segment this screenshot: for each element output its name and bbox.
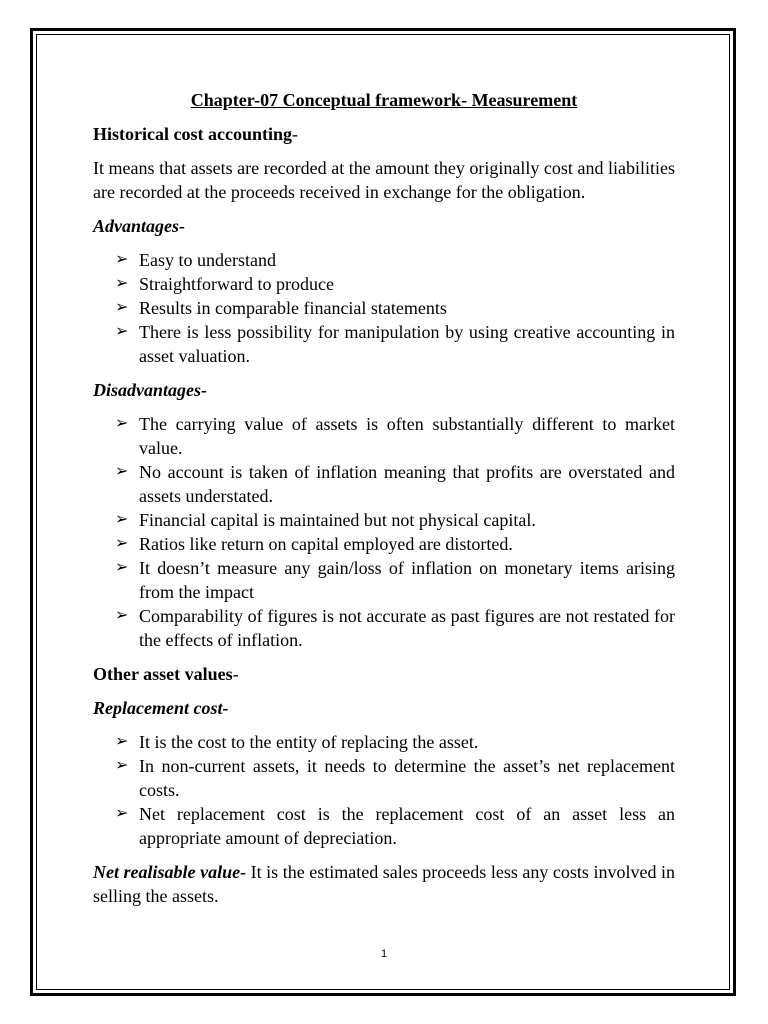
list-item-text: It is the cost to the entity of replacing the asset.	[139, 732, 479, 752]
net-realisable-value-paragraph	[93, 860, 675, 908]
other-asset-values-heading-dash: -	[232, 664, 239, 684]
arrow-bullet-icon: ➢	[115, 323, 129, 340]
list-item-text: Results in comparable financial statements	[139, 298, 447, 318]
historical-cost-heading-dash: -	[291, 124, 298, 144]
replacement-cost-heading: Replacement cost-	[93, 698, 229, 718]
list-item-text: Ratios like return on capital employed are distorted.	[139, 534, 513, 554]
list-item	[113, 604, 675, 652]
arrow-bullet-icon: ➢	[115, 511, 129, 528]
page-number: 1	[380, 948, 388, 960]
arrow-bullet-icon: ➢	[115, 299, 129, 316]
disadvantages-heading: Disadvantages-	[93, 380, 207, 400]
list-item-text: Straightforward to produce	[139, 274, 334, 294]
list-item	[113, 730, 675, 754]
arrow-bullet-icon: ➢	[115, 607, 129, 624]
advantages-heading: Advantages-	[93, 216, 185, 236]
list-item-text: No account is taken of inflation meaning that profits are overstated and assets understated.	[139, 462, 675, 506]
arrow-bullet-icon: ➢	[115, 535, 129, 552]
list-item	[113, 272, 675, 296]
arrow-bullet-icon: ➢	[115, 757, 129, 774]
list-item-text: It doesn’t measure any gain/loss of inflation on monetary items arising from the impact	[139, 558, 675, 602]
arrow-bullet-icon: ➢	[115, 733, 129, 750]
other-asset-values-heading	[93, 662, 675, 686]
list-item	[113, 296, 675, 320]
document-body	[93, 88, 675, 918]
arrow-bullet-icon: ➢	[115, 805, 129, 822]
list-item-text: There is less possibility for manipulation by using creative accounting in asset valuation.	[139, 322, 675, 366]
list-item	[113, 412, 675, 460]
list-item	[113, 802, 675, 850]
historical-cost-heading	[93, 122, 675, 146]
arrow-bullet-icon: ➢	[115, 415, 129, 432]
list-item	[113, 508, 675, 532]
list-item-text: Net replacement cost is the replacement cost of an asset less an appropriate amount of depreciation.	[139, 804, 675, 848]
list-item-text: In non-current assets, it needs to determine the asset’s net replacement costs.	[139, 756, 675, 800]
arrow-bullet-icon: ➢	[115, 559, 129, 576]
arrow-bullet-icon: ➢	[115, 251, 129, 268]
other-asset-values-heading-text: Other asset values	[93, 664, 233, 684]
net-realisable-value-definition: It is the estimated sales proceeds less any costs involved in selling the assets.	[93, 862, 675, 906]
page-title: Chapter-07 Conceptual framework- Measurement	[190, 90, 578, 110]
list-item	[113, 556, 675, 604]
arrow-bullet-icon: ➢	[115, 463, 129, 480]
list-item	[113, 460, 675, 508]
list-item	[113, 532, 675, 556]
list-item	[113, 320, 675, 368]
list-item-text: The carrying value of assets is often substantially different to market value.	[139, 414, 675, 458]
list-item-text: Financial capital is maintained but not physical capital.	[139, 510, 536, 530]
historical-cost-definition: It means that assets are recorded at the amount they originally cost and liabilities are recorded at the proceeds received in exchange for the obligation.	[93, 158, 675, 202]
list-item-text: Easy to understand	[139, 250, 276, 270]
advantages-list	[93, 248, 675, 368]
list-item	[113, 248, 675, 272]
disadvantages-list	[93, 412, 675, 652]
list-item-text: Comparability of figures is not accurate as past figures are not restated for the effects of inflation.	[139, 606, 675, 650]
historical-cost-heading-text: Historical cost accounting	[93, 124, 292, 144]
net-realisable-value-term: Net realisable value-	[93, 862, 247, 882]
replacement-cost-list	[93, 730, 675, 850]
arrow-bullet-icon: ➢	[115, 275, 129, 292]
list-item	[113, 754, 675, 802]
